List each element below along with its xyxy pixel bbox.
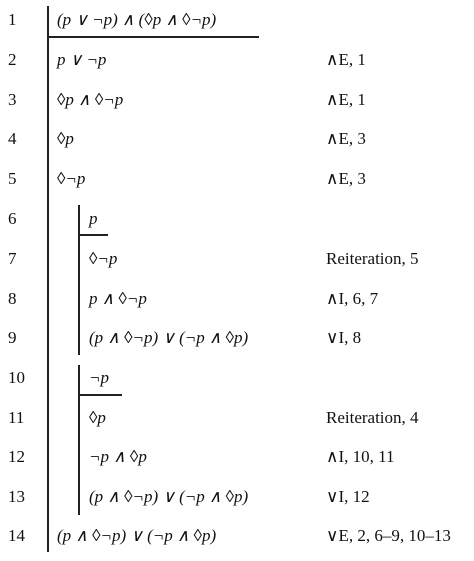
proof-line-11 xyxy=(0,404,474,438)
proof-line-1 xyxy=(0,6,474,40)
justification: Reiteration, 5 xyxy=(326,249,419,268)
line-number: 7 xyxy=(8,249,17,268)
formula: p ∨ ¬p xyxy=(57,50,107,69)
line-number: 10 xyxy=(8,368,25,387)
proof-line-6 xyxy=(0,205,474,239)
formula: (p ∧ ◊¬p) ∨ (¬p ∧ ◊p) xyxy=(89,328,249,347)
justification: ∧I, 6, 7 xyxy=(326,289,379,308)
formula: ◊¬p xyxy=(89,249,118,268)
formula: ◊¬p xyxy=(57,169,86,188)
line-number: 1 xyxy=(8,10,17,29)
proof-line-12 xyxy=(0,443,474,477)
justification: ∧E, 1 xyxy=(326,90,366,109)
proof-line-14 xyxy=(0,522,474,556)
proof-line-2 xyxy=(0,46,474,80)
proof-line-5 xyxy=(0,165,474,199)
justification: ∧E, 1 xyxy=(326,50,366,69)
formula: ◊p ∧ ◊¬p xyxy=(57,90,124,109)
line-number: 3 xyxy=(8,90,17,109)
formula: (p ∧ ◊¬p) ∨ (¬p ∧ ◊p) xyxy=(57,526,217,545)
line-number: 9 xyxy=(8,328,17,347)
formula: p xyxy=(89,209,98,228)
line-number: 6 xyxy=(8,209,17,228)
justification: ∨I, 12 xyxy=(326,487,370,506)
line-number: 13 xyxy=(8,487,25,506)
justification: Reiteration, 4 xyxy=(326,408,419,427)
formula: ¬p ∧ ◊p xyxy=(89,447,147,466)
line-number: 11 xyxy=(8,408,25,427)
proof-line-10 xyxy=(0,364,474,398)
formula: p ∧ ◊¬p xyxy=(89,289,147,308)
justification: ∧E, 3 xyxy=(326,129,366,148)
justification: ∨I, 8 xyxy=(326,328,362,347)
proof-line-13 xyxy=(0,483,474,517)
justification: ∧E, 3 xyxy=(326,169,366,188)
line-number: 8 xyxy=(8,289,17,308)
formula: (p ∨ ¬p) ∧ (◊p ∧ ◊¬p) xyxy=(57,10,217,29)
justification: ∨E, 2, 6–9, 10–13 xyxy=(326,526,451,545)
justification: ∧I, 10, 11 xyxy=(326,447,395,466)
proof-line-9 xyxy=(0,324,474,358)
proof-line-3 xyxy=(0,86,474,120)
formula: ◊p xyxy=(89,408,106,427)
line-number: 12 xyxy=(8,447,25,466)
line-number: 4 xyxy=(8,129,17,148)
formula: ¬p xyxy=(89,368,109,387)
formula: ◊p xyxy=(57,129,74,148)
proof-line-8 xyxy=(0,285,474,319)
proof-line-4 xyxy=(0,125,474,159)
line-number: 5 xyxy=(8,169,17,188)
line-number: 2 xyxy=(8,50,17,69)
line-number: 14 xyxy=(8,526,25,545)
proof-line-7 xyxy=(0,245,474,279)
formula: (p ∧ ◊¬p) ∨ (¬p ∧ ◊p) xyxy=(89,487,249,506)
